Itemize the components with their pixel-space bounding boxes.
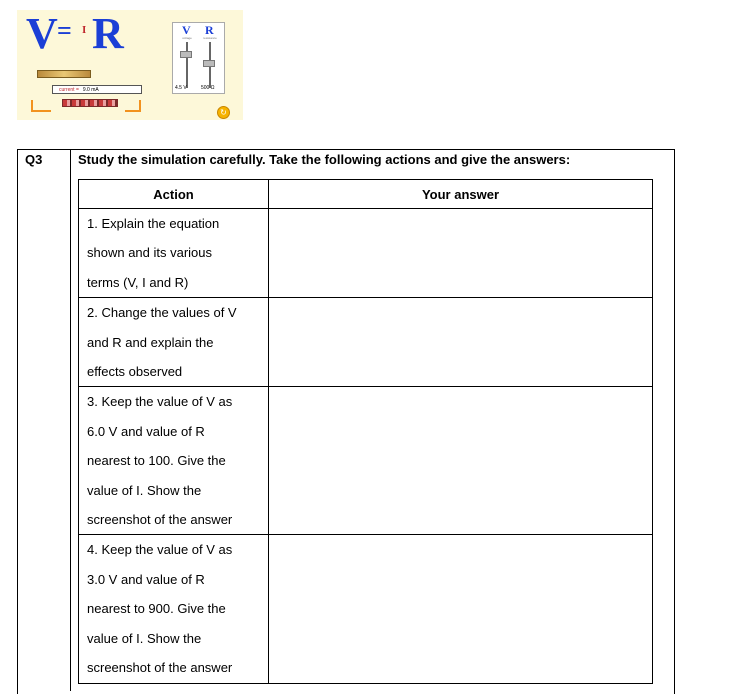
action-line: screenshot of the answer (87, 660, 233, 676)
action-cell (79, 209, 269, 298)
equation-resistance: R (92, 10, 124, 58)
table-row (79, 298, 653, 387)
action-line: value of I. Show the (87, 630, 202, 646)
resistance-value: 500 Ω (201, 85, 215, 91)
voltage-caption: voltage (182, 36, 192, 40)
action-line: screenshot of the answer (87, 512, 233, 528)
action-header: Action (79, 180, 269, 209)
action-line: nearest to 900. Give the (87, 601, 226, 617)
battery (37, 70, 91, 78)
current-readout (52, 85, 142, 94)
question-prompt: Study the simulation carefully. Take the following actions and give the answers: (78, 152, 571, 167)
equation-voltage: V (26, 10, 58, 58)
table-row (79, 387, 653, 535)
table-header-row (79, 180, 653, 209)
slider-panel (172, 22, 225, 94)
equation-equals: = (57, 16, 72, 45)
answer-cell[interactable] (269, 387, 653, 535)
resistance-slider-handle[interactable] (203, 60, 215, 67)
current-readout-value: 9.0 mA (82, 87, 99, 93)
action-line: 1. Explain the equation (87, 216, 220, 231)
answer-cell[interactable] (269, 209, 653, 298)
action-line: 4. Keep the value of V as (87, 542, 233, 558)
reset-icon[interactable]: ↻ (217, 106, 230, 119)
voltage-slider-label: V (182, 23, 191, 37)
question-number-divider (70, 149, 71, 691)
equation-current: I (82, 24, 87, 36)
action-cell (79, 298, 269, 387)
action-line: shown and its various (87, 245, 213, 261)
action-line: 3. Keep the value of V as (87, 394, 233, 410)
action-line: value of I. Show the (87, 482, 202, 498)
resistance-caption: resistance (203, 36, 217, 40)
current-readout-label: current = (59, 87, 79, 93)
resistance-slider-label: R (205, 23, 214, 37)
action-line: effects observed (87, 364, 183, 380)
answer-header: Your answer (269, 180, 653, 209)
voltage-slider-handle[interactable] (180, 51, 192, 58)
voltage-value: 4.5 V (175, 85, 187, 91)
resistor (62, 99, 118, 107)
action-answer-table (78, 179, 653, 684)
action-line: terms (V, I and R) (87, 274, 189, 290)
wire-bottom-left (31, 110, 51, 112)
action-line: and R and explain the (87, 334, 214, 350)
ohms-law-simulation (17, 10, 243, 120)
action-line: nearest to 100. Give the (87, 453, 226, 469)
question-number: Q3 (25, 152, 43, 167)
action-cell (79, 387, 269, 535)
table-row (79, 535, 653, 683)
action-cell (79, 535, 269, 683)
table-row (79, 209, 653, 298)
voltage-slider-track[interactable] (186, 42, 188, 88)
action-line: 3.0 V and value of R (87, 571, 205, 587)
action-line: 6.0 V and value of R (87, 423, 205, 439)
answer-cell[interactable] (269, 535, 653, 683)
action-line: 2. Change the values of V (87, 305, 237, 321)
wire-bottom-right (125, 110, 141, 112)
answer-cell[interactable] (269, 298, 653, 387)
